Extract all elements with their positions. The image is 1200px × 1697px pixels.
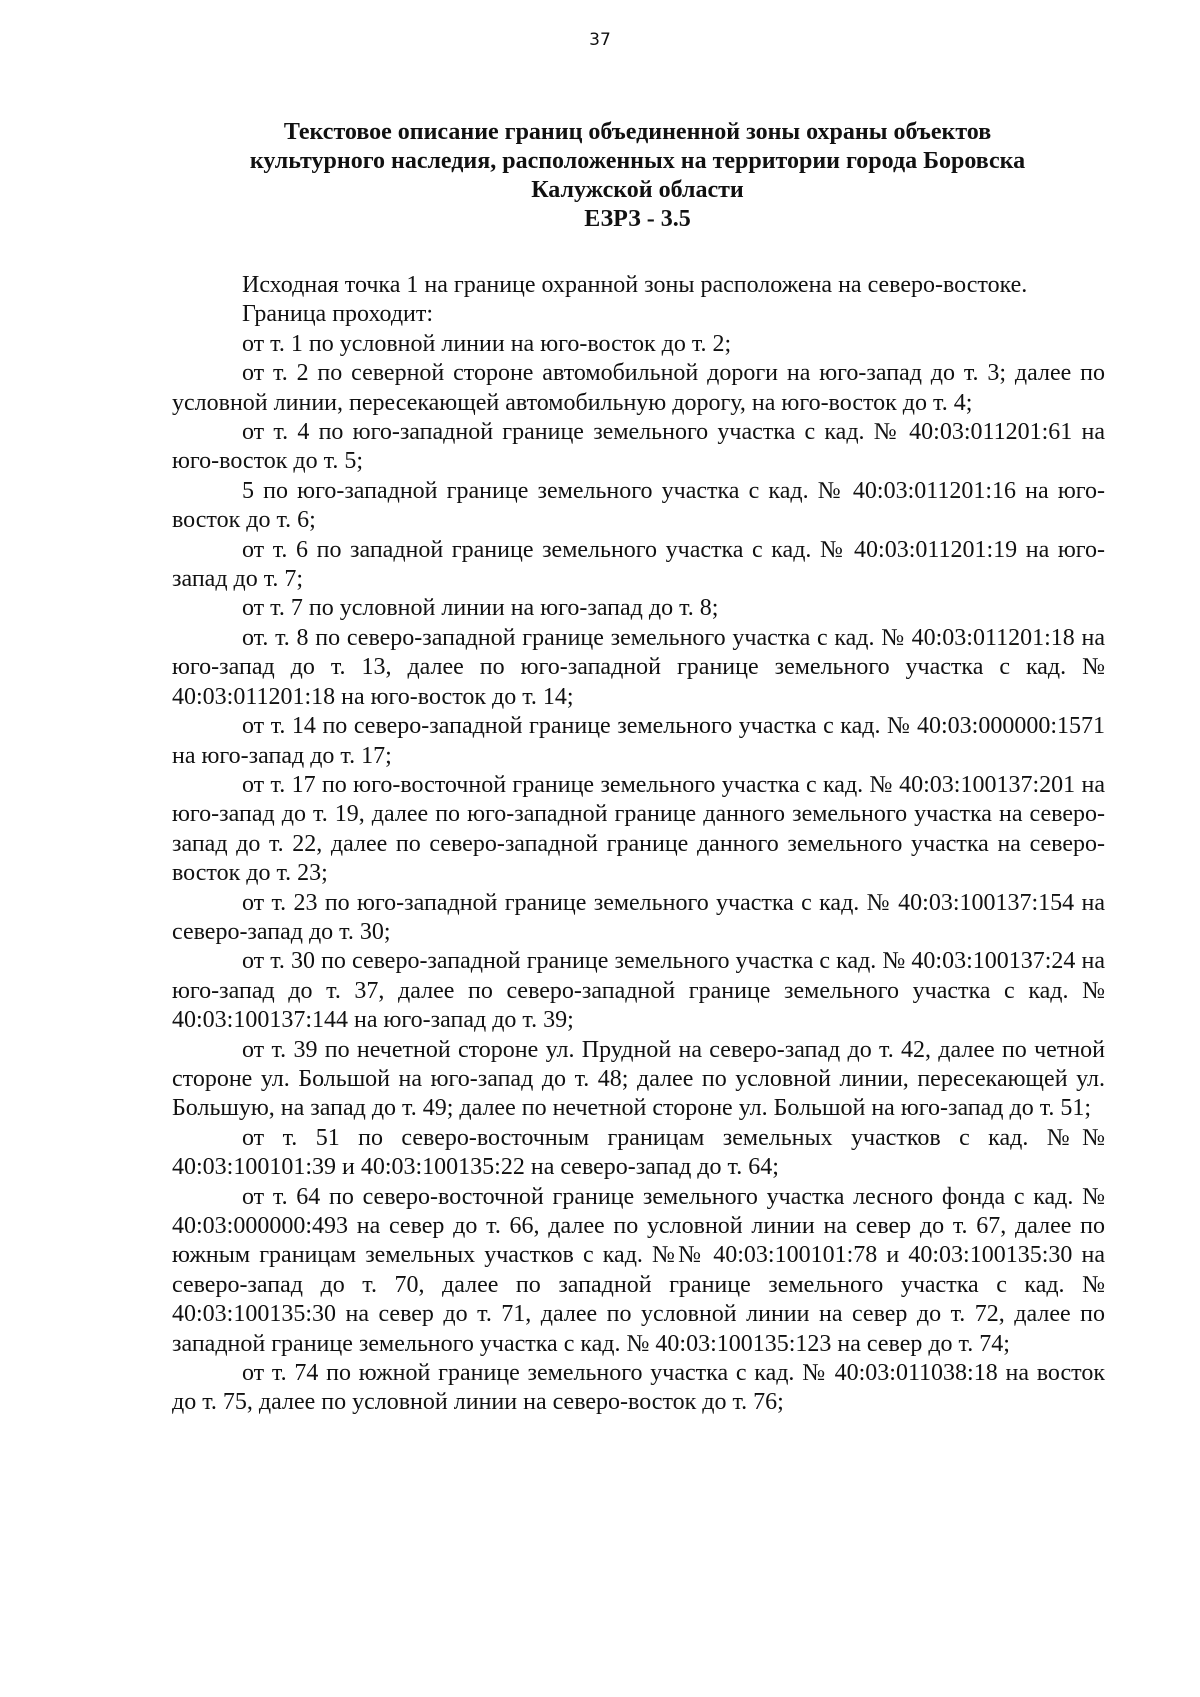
- document-body: [172, 271, 1105, 1418]
- title-line: культурного наследия, расположенных на территории города Боровска: [249, 148, 1026, 174]
- document-title: [170, 118, 1105, 234]
- paragraph: от т. 1 по условной линии на юго-восток до т. 2;: [242, 330, 732, 357]
- paragraph: от т. 7 по условной линии на юго-запад до т. 8;: [242, 595, 719, 622]
- paragraph: от т. 17 по юго-восточной границе земельного участка с кад. № 40:03:100137:201 на юго-запад до т. 19, далее по юго-западной границе данного земельного участка на северо-запад до т. 22, далее по северо-западной границе данного земельного участка на северо-восток до т. 23;: [172, 771, 1105, 887]
- paragraph: от т. 4 по юго-западной границе земельного участка с кад. № 40:03:011201:61 на юго-восток до т. 5;: [172, 419, 1105, 475]
- page-number: 37: [589, 30, 611, 50]
- title-line: Текстовое описание границ объединенной зоны охраны объектов: [283, 119, 992, 145]
- paragraph: от т. 74 по южной границе земельного участка с кад. № 40:03:011038:18 на восток до т. 75, далее по условной линии на северо-восток до т. 76;: [172, 1360, 1105, 1416]
- paragraph: от. т. 8 по северо-западной границе земельного участка с кад. № 40:03:011201:18 на юго-запад до т. 13, далее по юго-западной границе земельного участка с кад. № 40:03:011201:18 на юго-восток до т. 14;: [172, 624, 1105, 710]
- paragraph: от т. 23 по юго-западной границе земельного участка с кад. № 40:03:100137:154 на северо-запад до т. 30;: [172, 889, 1105, 945]
- paragraph: от т. 30 по северо-западной границе земельного участка с кад. № 40:03:100137:24 на юго-запад до т. 37, далее по северо-западной границе земельного участка с кад. № 40:03:100137:144 на юго-запад до т. 39;: [172, 948, 1105, 1034]
- title-line: Калужской области: [531, 177, 744, 203]
- paragraph: Исходная точка 1 на границе охранной зоны расположена на северо-востоке.: [242, 272, 1028, 298]
- paragraph: от т. 6 по западной границе земельного участка с кад. № 40:03:011201:19 на юго-запад до т. 7;: [172, 536, 1105, 593]
- paragraph: от т. 51 по северо-восточным границам земельных участков с кад. №№ 40:03:100101:39 и 40:03:100135:22 на северо-запад до т. 64;: [172, 1124, 1105, 1181]
- paragraph: от т. 14 по северо-западной границе земельного участка с кад. № 40:03:000000:1571 на юго-запад до т. 17;: [172, 713, 1105, 769]
- paragraph: 5 по юго-западной границе земельного участка с кад. № 40:03:011201:16 на юго-восток до т. 6;: [172, 477, 1105, 534]
- paragraph: от т. 39 по нечетной стороне ул. Прудной на северо-запад до т. 42, далее по четной стороне ул. Большой на юго-запад до т. 48; далее по условной линии, пересекающей ул. Большую, на запад до т. 49; далее по нечетной стороне ул. Большой на юго-запад до т. 51;: [172, 1036, 1105, 1122]
- paragraph: от т. 64 по северо-восточной границе земельного участка лесного фонда с кад. № 40:03:000000:493 на север до т. 66, далее по условной линии на север до т. 67, далее по южным границам земельных участков с кад. №№ 40:03:100101:78 и 40:03:100135:30 на северо-запад до т. 70, далее по западной границе земельного участка с кад. № 40:03:100135:30 на север до т. 71, далее по условной линии на север до т. 72, далее по западной границе земельного участка с кад. № 40:03:100135:123 на север до т. 74;: [172, 1183, 1105, 1357]
- zone-code: ЕЗРЗ - 3.5: [584, 206, 691, 232]
- paragraph: Граница проходит:: [242, 301, 434, 328]
- paragraph: от т. 2 по северной стороне автомобильной дороги на юго-запад до т. 3; далее по условной линии, пересекающей автомобильную дорогу, на юго-восток до т. 4;: [172, 360, 1105, 416]
